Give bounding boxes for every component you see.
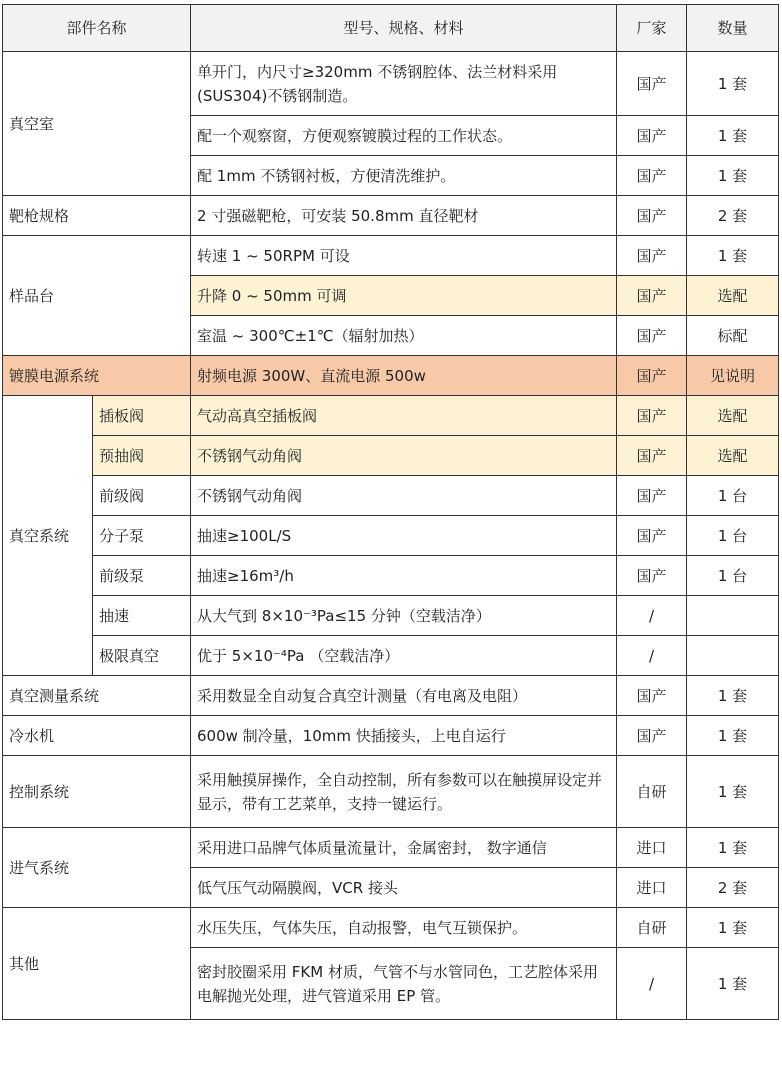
qty-cell: 见说明 [687,356,779,396]
part-name-power: 镀膜电源系统 [3,356,191,396]
maker-cell: 国产 [617,52,687,116]
qty-cell: 1 套 [687,116,779,156]
maker-cell: 自研 [617,756,687,828]
table-row-highlighted [3,436,779,476]
spec-cell: 不锈钢气动角阀 [191,436,617,476]
maker-cell: 国产 [617,196,687,236]
qty-cell: 选配 [687,276,779,316]
sub-part-name: 预抽阀 [93,436,191,476]
qty-cell: 2 套 [687,196,779,236]
part-name-other: 其他 [3,908,191,1020]
header-maker: 厂家 [617,5,687,52]
header-spec: 型号、规格、材料 [191,5,617,52]
qty-cell [687,596,779,636]
maker-cell: 国产 [617,316,687,356]
maker-cell: 国产 [617,236,687,276]
maker-cell: / [617,636,687,676]
qty-cell: 1 台 [687,516,779,556]
spec-cell: 低气压气动隔膜阀，VCR 接头 [191,868,617,908]
part-name-control: 控制系统 [3,756,191,828]
qty-cell: 选配 [687,436,779,476]
spec-cell: 水压失压，气体失压，自动报警，电气互锁保护。 [191,908,617,948]
qty-cell: 2 套 [687,868,779,908]
table-row [3,828,779,868]
table-row [3,676,779,716]
spec-table [2,4,779,1020]
spec-cell: 射频电源 300W、直流电源 500w [191,356,617,396]
maker-cell: 国产 [617,356,687,396]
maker-cell: 国产 [617,716,687,756]
maker-cell: 国产 [617,156,687,196]
spec-cell: 室温 ~ 300℃±1℃（辐射加热） [191,316,617,356]
part-name-vacuum-chamber: 真空室 [3,52,191,196]
table-row [3,52,779,116]
part-name-measurement: 真空测量系统 [3,676,191,716]
table-row-highlighted [3,396,779,436]
sub-part-name: 抽速 [93,596,191,636]
spec-cell: 转速 1 ~ 50RPM 可设 [191,236,617,276]
qty-cell: 1 台 [687,476,779,516]
spec-cell: 升降 0 ~ 50mm 可调 [191,276,617,316]
header-qty: 数量 [687,5,779,52]
spec-cell: 优于 5×10⁻⁴Pa （空载洁净） [191,636,617,676]
qty-cell: 1 套 [687,156,779,196]
spec-cell: 抽速≥100L/S [191,516,617,556]
part-name-sample-stage: 样品台 [3,236,191,356]
qty-cell: 标配 [687,316,779,356]
qty-cell: 1 台 [687,556,779,596]
spec-cell: 气动高真空插板阀 [191,396,617,436]
part-name-gas: 进气系统 [3,828,191,908]
sub-part-name: 极限真空 [93,636,191,676]
maker-cell: 国产 [617,516,687,556]
table-row [3,556,779,596]
spec-cell: 不锈钢气动角阀 [191,476,617,516]
part-name-chiller: 冷水机 [3,716,191,756]
qty-cell: 1 套 [687,756,779,828]
maker-cell: / [617,948,687,1020]
sub-part-name: 前级阀 [93,476,191,516]
sub-part-name: 插板阀 [93,396,191,436]
qty-cell: 1 套 [687,828,779,868]
table-row [3,756,779,828]
qty-cell: 1 套 [687,948,779,1020]
maker-cell: 自研 [617,908,687,948]
spec-cell: 从大气到 8×10⁻³Pa≤15 分钟（空载洁净） [191,596,617,636]
maker-cell: 国产 [617,116,687,156]
spec-cell: 600w 制冷量，10mm 快插接头，上电自运行 [191,716,617,756]
spec-cell: 2 寸强磁靶枪，可安装 50.8mm 直径靶材 [191,196,617,236]
qty-cell: 1 套 [687,716,779,756]
maker-cell: 国产 [617,476,687,516]
part-name-target-gun: 靶枪规格 [3,196,191,236]
spec-cell: 采用数显全自动复合真空计测量（有电离及电阻） [191,676,617,716]
table-row [3,236,779,276]
table-row [3,196,779,236]
table-row [3,908,779,948]
spec-cell: 采用触摸屏操作，全自动控制，所有参数可以在触摸屏设定并显示，带有工艺菜单，支持一键运行。 [191,756,617,828]
sub-part-name: 前级泵 [93,556,191,596]
header-part-name: 部件名称 [3,5,191,52]
table-row-highlighted [3,356,779,396]
qty-cell: 选配 [687,396,779,436]
maker-cell: 国产 [617,676,687,716]
maker-cell: 国产 [617,436,687,476]
part-name-vacuum-system: 真空系统 [3,396,93,676]
table-row [3,716,779,756]
qty-cell [687,636,779,676]
spec-cell: 抽速≥16m³/h [191,556,617,596]
maker-cell: 进口 [617,868,687,908]
spec-cell: 配一个观察窗，方便观察镀膜过程的工作状态。 [191,116,617,156]
maker-cell: / [617,596,687,636]
table-row [3,476,779,516]
header-row [3,5,779,52]
table-row [3,636,779,676]
maker-cell: 进口 [617,828,687,868]
maker-cell: 国产 [617,556,687,596]
qty-cell: 1 套 [687,52,779,116]
spec-cell: 密封胶圈采用 FKM 材质，气管不与水管同色，工艺腔体采用电解抛光处理，进气管道采用 EP 管。 [191,948,617,1020]
qty-cell: 1 套 [687,676,779,716]
qty-cell: 1 套 [687,236,779,276]
maker-cell: 国产 [617,276,687,316]
table-row [3,596,779,636]
spec-cell: 单开门，内尺寸≥320mm 不锈钢腔体、法兰材料采用(SUS304)不锈钢制造。 [191,52,617,116]
maker-cell: 国产 [617,396,687,436]
spec-cell: 采用进口品牌气体质量流量计，金属密封， 数字通信 [191,828,617,868]
sub-part-name: 分子泵 [93,516,191,556]
qty-cell: 1 套 [687,908,779,948]
table-row [3,516,779,556]
spec-cell: 配 1mm 不锈钢衬板，方便清洗维护。 [191,156,617,196]
